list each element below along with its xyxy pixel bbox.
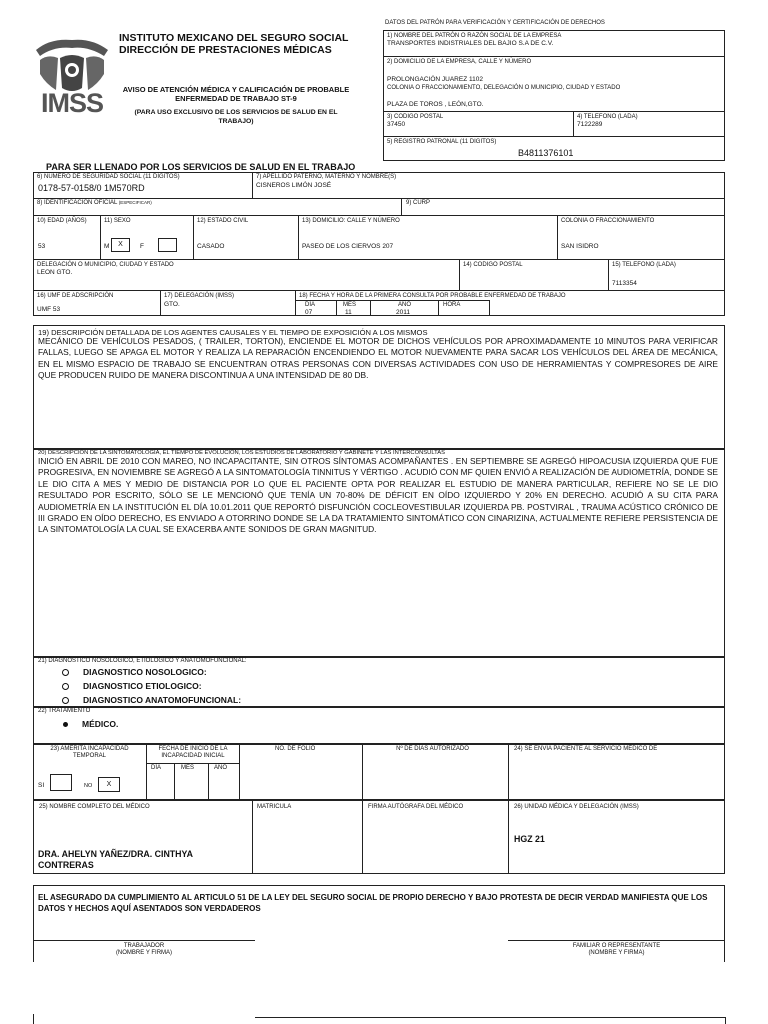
- firma-label: FIRMA AUTÓGRAFA DEL MÉDICO: [368, 804, 464, 810]
- logo-text: IMSS: [40, 88, 103, 118]
- amerita-label: 23) AMERITA INCAPACIDAD TEMPORAL: [50, 746, 129, 759]
- agents-text: MECÁNICO DE VEHÍCULOS PESADOS, ( TRAILER, TORTON), ENCIENDE EL MOTOR DE DICHOS VEHÍCULOS POR APROXIMADAMENTE 10 MINUTOS PARA VERIFICAR FALLAS, LUEGO SE APAGA EL MOTOR Y REALIZA LA REPARACIÓN ENCENDIENDO EL MOTOR NUEVAMENTE PARA SACAR LOS VEHÍCULOS DEL ÁREA DE MECÁNICA, EN EL MISMO ESPACIO DE TRABAJO SE ENCUENTRAN OTRAS PERSONAS CON DIVERSAS ACTIVIDADES CON USO DE HERRAMIENTAS Y COMPRESORES DE AIRE QUE PRODUCEN RUIDO DE MANERA DISCONTINUA A UNA INTENSIDAD DE 80 DB.: [38, 336, 718, 381]
- civil-value: CASADO: [197, 243, 225, 250]
- delegacion-label: DELEGACIÓN O MUNICIPIO, CIUDAD Y ESTADO: [37, 262, 174, 268]
- fecha-inicio-label: FECHA DE INICIO DE LA INCAPACIDAD INICIAL: [158, 746, 228, 759]
- inc-anio-label: AÑO: [214, 765, 228, 771]
- dias-autorizado-label: Nº DE DÍAS AUTORIZADO: [396, 746, 469, 752]
- registro-value: B4811376101: [518, 148, 574, 158]
- folio-label: NO. DE FOLIO: [275, 746, 316, 752]
- nss-value: 0178-57-0158/0 1M570RD: [38, 183, 145, 193]
- anio-label: AÑO: [398, 302, 412, 308]
- circle-bullet-icon: [62, 669, 69, 676]
- employer-colonia-label: COLONIA O FRACCIONAMIENTO, DELEGACIÓN O MUNICIPIO, CIUDAD Y ESTADO: [387, 85, 621, 91]
- umf-label: 16) UMF DE ADSCRIPCIÓN: [37, 293, 114, 299]
- circle-bullet-icon: [62, 697, 69, 704]
- treatment-box: [33, 707, 725, 744]
- si-label: SI: [38, 782, 45, 789]
- civil-label: 12) ESTADO CIVIL: [197, 218, 249, 224]
- dia-label: DÍA: [305, 302, 316, 308]
- first-consult-label: 18) FECHA Y HORA DE LA PRIMERA CONSULTA POR PROBABLE ENFERMEDAD DE TRABAJO: [299, 293, 566, 299]
- worker-name-label: 7) APELLIDO PATERNO, MATERNO Y NOMBRE(S): [256, 174, 397, 180]
- delegacion-value: LEON GTO.: [37, 269, 73, 276]
- worker-signature-label: TRABAJADOR: [123, 943, 165, 949]
- dia-value: 07: [305, 309, 313, 316]
- domicilio-label: 13) DOMICILIO: CALLE Y NÚMERO: [302, 218, 400, 224]
- anio-value: 2011: [396, 309, 410, 316]
- umf-value: UMF 53: [37, 306, 61, 313]
- no-label: NO: [84, 783, 93, 789]
- bullet-icon: [63, 722, 68, 727]
- family-signature-sub: (NOMBRE Y FIRMA): [588, 950, 645, 956]
- services-banner: PARA SER LLENADO POR LOS SERVICIOS DE SALUD EN EL TRABAJO: [46, 162, 356, 172]
- sex-f-label: F: [140, 243, 144, 250]
- employer-section-title: DATOS DEL PATRÓN PARA VERIFICACIÓN Y CERTIFICACIÓN DE DERECHOS: [385, 20, 605, 26]
- deleg-imss-value: GTO.: [164, 301, 180, 308]
- treatment-item: MÉDICO.: [63, 719, 118, 729]
- treatment-label: 22) TRATAMIENTO: [38, 708, 91, 714]
- employer-postal-value: 37450: [387, 121, 406, 128]
- colonia-value: SAN ISIDRO: [561, 243, 599, 250]
- diagnosis-item-anatomofuncional: DIAGNOSTICO ANATOMOFUNCIONAL:: [62, 695, 241, 705]
- sex-m-checkbox[interactable]: X: [111, 238, 130, 252]
- worker-name-value: CISNEROS LIMÓN JOSÉ: [256, 182, 332, 189]
- employer-colonia-value: PLAZA DE TOROS , LEÓN,GTO.: [387, 101, 484, 108]
- matricula-label: MATRICULA: [257, 804, 292, 810]
- mes-value: 11: [345, 309, 352, 316]
- inc-mes-label: MES: [181, 765, 195, 771]
- id-label-note: (ESPECIFICAR): [118, 200, 152, 205]
- worker-signature-sub: (NOMBRE Y FIRMA): [115, 950, 173, 956]
- age-label: 10) EDAD (AÑOS): [37, 218, 87, 224]
- sex-label: 11) SEXO: [104, 218, 131, 224]
- unidad-label: 26) UNIDAD MÉDICA Y DELEGACIÓN (IMSS): [514, 804, 639, 810]
- hora-label: HORA: [443, 302, 461, 308]
- employer-name-label: 1) NOMBRE DEL PATRÓN O RAZÓN SOCIAL DE LA EMPRESA: [387, 33, 562, 39]
- worker-phone-label: 15) TELEFONO (LADA): [612, 262, 676, 268]
- doctor-name-label: 25) NOMBRE COMPLETO DEL MÉDICO: [39, 804, 150, 810]
- institute-name: INSTITUTO MEXICANO DEL SEGURO SOCIAL: [119, 32, 349, 44]
- unidad-value: HGZ 21: [514, 834, 545, 844]
- no-checkbox[interactable]: X: [98, 777, 120, 792]
- symptoms-text: INICIÓ EN ABRIL DE 2010 CON MAREO, NO INCAPACITANTE, SIN OTROS SÍNTOMAS ACOMPAÑANTES . EN SEPTIEMBRE SE AGREGÓ HIPOACUSIA IZQUIERDA QUE FUE PROGRESIVA, EN NOVIEMBRE SE AGREGÓ A LA SINTOMATOLOGÍA TINNITUS Y VÉRTIGO . ACUDIÓ CON MF QUIEN ENVIÓ A REALIZACIÓN DE AUDIOMETRÍA, DONDE SE LE DIO CITA A MES Y MEDIO DE DISTANCIA POR LO QUE EL PACIENTE OPTA POR REALIZAR EL ESTUDIO DE MANERA PARTICULAR, REFIERE NO SE LE DIO RESULTADO POR ESCRITO, SÓLO SE LE MENCIONÓ QUE TENÍA UN 70-80% DE DÉFICIT EN OÍDO IZQUIERDO Y 20% EN DERECHO. ACUDIÓ A SU CITA PARA AUDIOMETRÍA EN LA INSTITUCIÓN EL DÍA 10.01.2011 QUE REPORTÓ DISFUNCIÓN COCLEOVESTIBULAR IZQUIERDA PB. POSTVIRAL , TRAUMA ACÚSTICO CRÓNICO DE III GRADO EN OÍDO DERECHO, ES ENVIADO A OTORRINO DONDE SE LA DA TRATAMIENTO SINTOMÁTICO CON CINARIZINA, ACTUALMENTE REFIERE PERSISTENCIA DE LA SINTOMATOLOGÍA LA CUAL SE EXACERBA ANTE SONIDOS DE GRAN MAGNITUD.: [38, 456, 718, 535]
- id-label: [37, 200, 152, 207]
- agents-label: 19) DESCRIPCIÓN DETALLADA DE LOS AGENTES CAUSALES Y EL TIEMPO DE EXPOSICIÓN A LOS MISMOS: [38, 328, 428, 337]
- family-signature-label: FAMILIAR O REPRESENTANTE: [572, 943, 661, 949]
- envia-label: 24) SE ENVIA PACIENTE AL SERVICIO MÉDICO DE: [514, 746, 658, 752]
- nss-label: 6) NÚMERO DE SEGURIDAD SOCIAL (11 DIGITOS): [37, 174, 180, 180]
- worker-postal-label: 14) CODIGO POSTAL: [463, 262, 523, 268]
- mes-label: MES: [343, 302, 357, 308]
- id-label-text: 8) IDENTIFICACIÓN OFICIAL: [37, 200, 118, 206]
- employer-phone-value: 7122289: [577, 121, 603, 128]
- doctor-name-value: DRA. AHELYN YAÑEZ/DRA. CINTHYA CONTRERAS: [38, 849, 193, 870]
- sex-f-checkbox[interactable]: [158, 238, 177, 252]
- inc-dia-label: DÍA: [151, 765, 162, 771]
- employer-postal-label: 3) CODIGO POSTAL: [387, 114, 444, 120]
- direction-name: DIRECCIÓN DE PRESTACIONES MÉDICAS: [119, 44, 332, 56]
- diagnosis-item-nosologico: DIAGNOSTICO NOSOLOGICO:: [62, 667, 207, 677]
- worker-phone-value: 7113354: [612, 280, 637, 287]
- employer-address-value: PROLONGACIÓN JUAREZ 1102: [387, 76, 483, 83]
- diagnosis-label: 21) DIAGNÓSTICO NOSOLÓGICO, ETIOLÓGICO Y ANATOMOFUNCIONAL:: [38, 658, 247, 664]
- employer-name-value: TRANSPORTES INDISTRIALES DEL BAJIO S.A DE C.V.: [387, 40, 554, 47]
- imss-logo: [30, 30, 114, 122]
- diagnosis-item-etiologico: DIAGNOSTICO ETIOLOGICO:: [62, 681, 202, 691]
- form-title: AVISO DE ATENCIÓN MÉDICA Y CALIFICACIÓN DE PROBABLE ENFERMEDAD DE TRABAJO ST-9: [122, 85, 350, 103]
- registro-label: 5) REGISTRO PATRONAL (11 DIGITOS): [387, 139, 497, 145]
- declaration-text: EL ASEGURADO DA CUMPLIMIENTO AL ARTICULO 51 DE LA LEY DEL SEGURO SOCIAL DE PROPIO DERECHO Y BAJO PROTESTA DE DECIR VERDAD MANIFIESTA QUE LOS DATOS Y HECHOS AQUÍ ASENTADOS SON VERDADEROS: [38, 893, 708, 913]
- form-subtitle: (PARA USO EXCLUSIVO DE LOS SERVICIOS DE SALUD EN EL TRABAJO): [134, 109, 338, 125]
- si-checkbox[interactable]: [50, 774, 72, 791]
- employer-phone-label: 4) TELEFONO (LADA): [577, 114, 638, 120]
- deleg-imss-label: 17) DELEGACIÓN (IMSS): [164, 293, 235, 299]
- symptoms-label: 20) DESCRIPCIÓN DE LA SINTOMATOLOGÍA, EL TIEMPO DE EVOLUCIÓN, LOS ESTUDIOS DE LABORATORIO Y GABINETE Y LAS INTERCONSULTAS: [38, 450, 445, 456]
- domicilio-value: PASEO DE LOS CIERVOS 207: [302, 243, 394, 250]
- curp-label: 9) CURP: [406, 200, 431, 206]
- age-value: 53: [38, 243, 46, 250]
- circle-bullet-icon: [62, 683, 69, 690]
- colonia-label: COLONIA O FRACCIONAMIENTO: [561, 218, 655, 224]
- employer-address-label: 2) DOMICILIO DE LA EMPRESA, CALLE Y NÚMERO: [387, 59, 532, 65]
- sex-m-label: M: [104, 243, 110, 250]
